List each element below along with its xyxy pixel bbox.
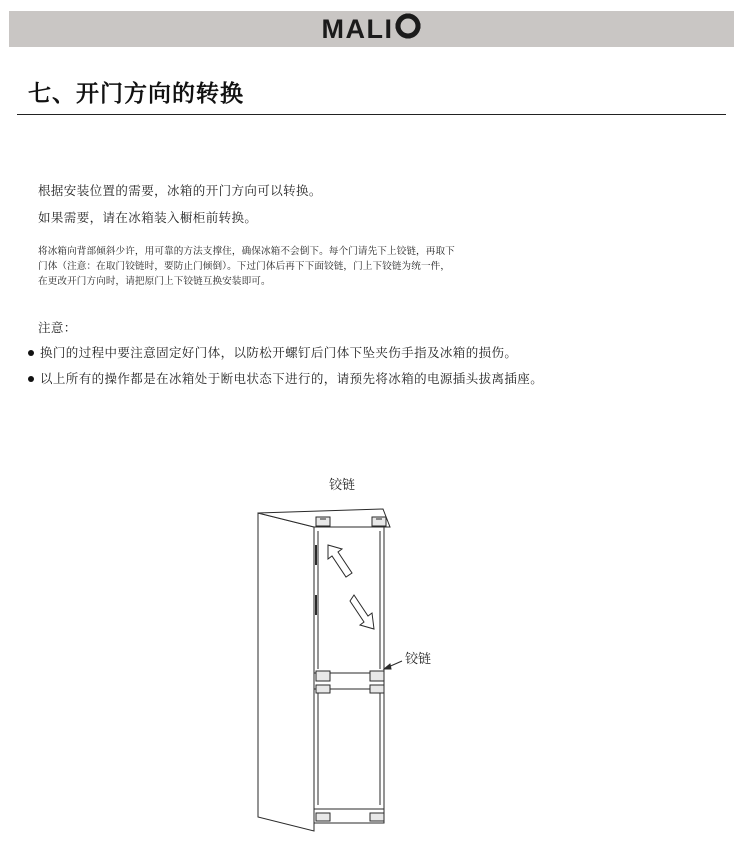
note-bullet <box>28 369 543 387</box>
note-text: 换门的过程中要注意固定好门体，以防松开螺钉后门体下坠夹伤手指及冰箱的损伤。 <box>40 345 518 360</box>
section-title: 七、开门方向的转换 <box>28 81 244 107</box>
intro-line-1: 根据安装位置的需要，冰箱的开门方向可以转换。 <box>38 183 322 198</box>
fridge-side-panel <box>258 513 314 831</box>
fridge-diagram <box>240 505 410 839</box>
title-divider <box>17 114 726 115</box>
instruction-line: 将冰箱向背部倾斜少许，用可靠的方法支撑住，确保冰箱不会倒下。每个门请先下上铰链，再取下 <box>38 246 455 257</box>
hinge-label-top: 铰链 <box>329 478 356 493</box>
brand-name: MALI <box>321 13 394 44</box>
upper-door <box>314 527 384 673</box>
gear-o-icon <box>395 13 421 46</box>
instruction-line: 在更改开门方向时，请把原门上下铰链互换安装即可。 <box>38 276 271 287</box>
note-bullet <box>28 343 517 361</box>
header-band <box>9 11 734 47</box>
brand-logo <box>322 13 422 46</box>
lower-door <box>314 689 384 809</box>
instruction-line: 门体（注意：在取门铰链时，要防止门倾倒）。下过门体后再下下面铰链，门上下铰链为统一件， <box>38 261 451 272</box>
notes-heading: 注意： <box>38 320 77 335</box>
leader-arrow-icon <box>384 664 391 669</box>
hinge-label-middle: 铰链 <box>405 652 432 667</box>
note-text: 以上所有的操作都是在冰箱处于断电状态下进行的，请预先将冰箱的电源插头拔离插座。 <box>40 371 544 386</box>
intro-line-2: 如果需要，请在冰箱装入橱柜前转换。 <box>38 210 258 225</box>
fridge-illustration <box>240 505 410 835</box>
bullet-dot-icon <box>28 350 34 356</box>
bullet-dot-icon <box>28 376 34 382</box>
